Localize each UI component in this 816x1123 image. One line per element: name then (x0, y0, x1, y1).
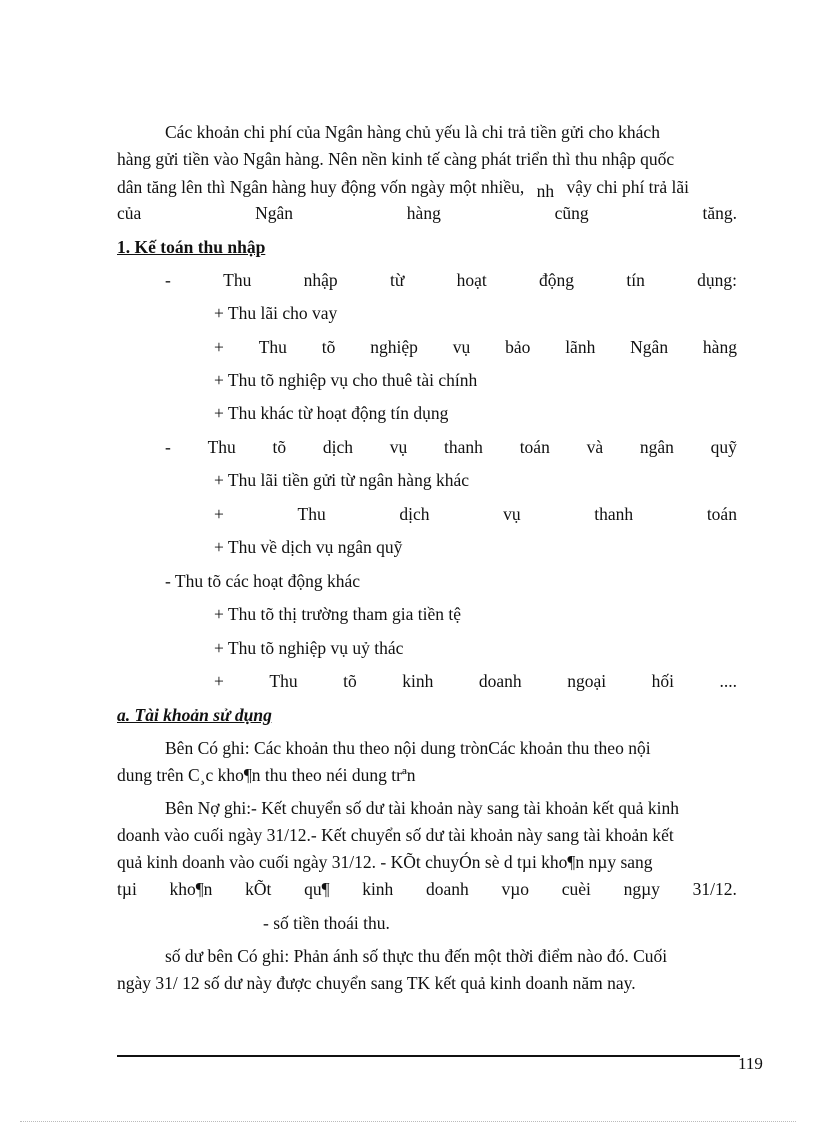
credit-side-line2: dung trên C¸c kho¶n thu theo néi dung trªn (117, 765, 416, 785)
debit-side-line1: Bên Nợ ghi:- Kết chuyển số dư tài khoản này sang tài khoản kết quả kinh (165, 798, 679, 818)
subsection-heading: a. Tài khoản sử dụng (117, 705, 272, 725)
word: tõ (272, 437, 287, 457)
word: + (214, 671, 224, 691)
word: hối (651, 671, 674, 691)
credit-income-header (165, 269, 737, 291)
credit-item-4: + Thu khác từ hoạt động tín dụng (214, 403, 449, 423)
payment-item-2 (214, 503, 737, 525)
word: nghiệp (370, 337, 418, 357)
payment-item-1: + Thu lãi tiền gửi từ ngân hàng khác (214, 470, 469, 490)
word: tõ (343, 671, 357, 691)
word: từ (389, 270, 405, 290)
word: Thu (207, 437, 236, 457)
page-number: 119 (738, 1054, 763, 1073)
other-item-2: + Thu tõ nghiệp vụ uỷ thác (214, 638, 404, 658)
word: doanh (478, 671, 522, 691)
credit-side-line1: Bên Có ghi: Các khoản thu theo nội dung trònCác khoản thu theo nội (165, 738, 651, 758)
word: bảo (505, 337, 531, 357)
balance-line2: ngày 31/ 12 số dư này được chuyển sang TK kết quả kinh doanh năm nay. (117, 973, 636, 993)
para1-line3-tail: vậy chi phí trả lãi (566, 177, 690, 197)
word: tín (626, 270, 645, 290)
payment-income-header (165, 436, 737, 458)
debit-side-line2: doanh vào cuối ngày 31/12.- Kết chuyển số dư tài khoản này sang tài khoản kết (117, 825, 674, 845)
word: thanh (444, 437, 483, 457)
para1-line2: hàng gửi tiền vào Ngân hàng. Nên nền kinh tế càng phát triển thì thu nhập quốc (117, 149, 675, 169)
other-income-header: - Thu tõ các hoạt động khác (165, 571, 361, 591)
word: Thu (223, 270, 252, 290)
word: vụ (389, 437, 408, 457)
word: động (539, 270, 575, 290)
other-item-1: + Thu tõ thị trường tham gia tiền tệ (214, 604, 461, 624)
word: 31/12. (692, 879, 737, 899)
other-item-3 (214, 670, 737, 692)
word: - (165, 270, 171, 290)
word: qu¶ (304, 879, 330, 899)
para1-line1: Các khoản chi phí của Ngân hàng chủ yếu là chi trả tiền gửi cho khách (165, 122, 660, 142)
word: dụng: (697, 270, 737, 290)
word: Thu (297, 504, 326, 524)
credit-item-1: + Thu lãi cho vay (214, 303, 338, 323)
word: tăng. (702, 203, 737, 223)
word: vụ (452, 337, 471, 357)
word: kÕt (245, 879, 272, 899)
word: Ngân (255, 203, 293, 223)
para1-line4 (117, 202, 737, 224)
word: kinh (402, 671, 434, 691)
credit-item-3: + Thu tõ nghiệp vụ cho thuê tài chính (214, 370, 478, 390)
word: - (165, 437, 171, 457)
payment-item-3: + Thu về dịch vụ ngân quỹ (214, 537, 403, 557)
word: thanh (594, 504, 634, 524)
word: tµi (117, 879, 137, 899)
debit-side-line3: quả kinh doanh vào cuối ngày 31/12. - KÕt chuyÓn sè d tµi kho¶n nµy sang (117, 852, 653, 872)
word: dịch (399, 504, 430, 524)
word: của (117, 203, 142, 223)
word: lãnh (565, 337, 596, 357)
word: doanh (426, 879, 469, 899)
word: + (214, 504, 224, 524)
para1-line3 (117, 176, 690, 201)
word: kho¶n (169, 879, 213, 899)
word: quỹ (710, 437, 737, 457)
word: hàng (702, 337, 737, 357)
word: cũng (554, 203, 589, 223)
word: cuèi (561, 879, 591, 899)
para1-line3-text: dân tăng lên thì Ngân hàng huy động vốn ngày một nhiều, (117, 177, 525, 197)
word: + (214, 337, 224, 357)
word: nhập (303, 270, 338, 290)
debit-side-line5: - số tiền thoái thu. (263, 913, 390, 933)
debit-side-line4 (117, 878, 737, 900)
word: kinh (362, 879, 394, 899)
page-edge-divider (20, 1121, 796, 1122)
balance-line1: số dư bên Có ghi: Phản ánh số thực thu đến một thời điểm nào đó. Cuối (165, 946, 668, 966)
word: ngân (639, 437, 674, 457)
word: toán (706, 504, 737, 524)
word: hàng (406, 203, 441, 223)
para1-line3-fragment: nh (536, 181, 555, 201)
word: hoạt (456, 270, 487, 290)
section-heading: 1. Kế toán thu nhập (117, 237, 266, 257)
word: vụ (503, 504, 521, 524)
word: Thu (258, 337, 287, 357)
word: tõ (321, 337, 336, 357)
word: .... (719, 671, 737, 691)
word: Thu (269, 671, 298, 691)
word: dịch (322, 437, 354, 457)
footer-rule (117, 1055, 740, 1057)
word: ngµy (623, 879, 660, 899)
word: toán (519, 437, 550, 457)
word: vµo (501, 879, 530, 899)
credit-item-2 (214, 336, 737, 358)
word: và (586, 437, 604, 457)
word: Ngân (630, 337, 669, 357)
word: ngoại (567, 671, 607, 691)
